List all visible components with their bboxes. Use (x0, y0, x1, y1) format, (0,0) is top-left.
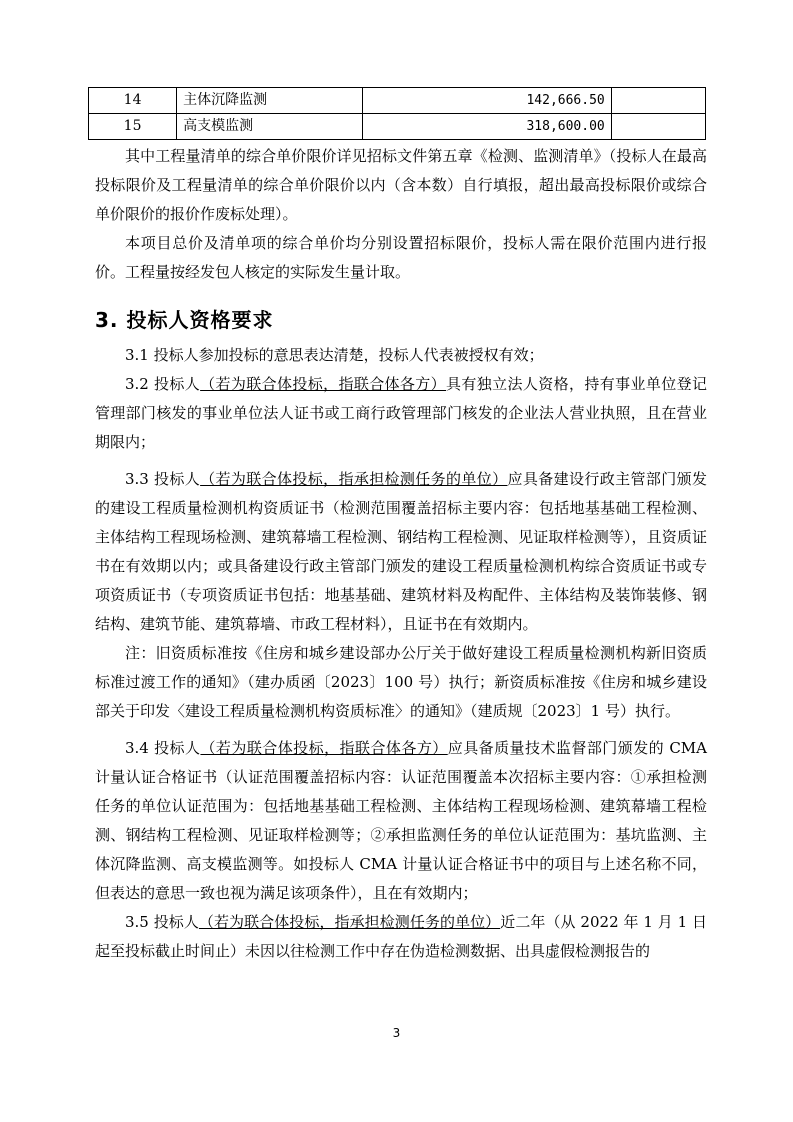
req-scope-underlined: （若为联合体投标，指承担检测任务的单位） (198, 913, 501, 931)
row-number: 14 (89, 88, 177, 114)
req-body: 近二年（从 2022 年 1 月 1 日起至投标截止时间止）未因以往检测工作中存在伪造检测数据、出具虚假检测报告的 (95, 913, 708, 960)
intro-text (95, 142, 707, 287)
requirement-3-2 (95, 370, 707, 457)
req-body: 应具备建设行政主管部门颁发的建设工程质量检测机构资质证书（检测范围覆盖招标主要内容：包括地基基础工程检测、主体结构工程现场检测、建筑幕墙工程检测、钢结构工程检测、见证取样检测等），且资质证书在有效期以内；或具备建设行政主管部门颁发的建设工程质量检测机构综合资质证书或专项资质证书（专项资质证书包括：地基基础、建筑材料及构配件、主体结构及装饰装修、钢结构、建筑节能、建筑幕墙、市政工程材料），且证书在有效期内。 (95, 470, 707, 633)
intro-paragraph-2: 本项目总价及清单项的综合单价均分别设置招标限价，投标人需在限价范围内进行报价。工程量按经发包人核定的实际发生量计取。 (95, 234, 707, 281)
item-amount: 142,666.50 (362, 88, 611, 114)
req-body: 具有独立法人资格，持有事业单位登记管理部门核发的事业单位法人证书或工商行政管理部门核发的企业法人营业执照，且在营业期限内； (95, 375, 707, 451)
requirement-3-1: 3.1 投标人参加投标的意思表达清楚，投标人代表被授权有效； (125, 346, 544, 364)
req-scope-underlined: （若为联合体投标，指联合体各方） (200, 375, 447, 393)
req-scope-underlined: （若为联合体投标，指联合体各方） (200, 739, 448, 757)
req-lead: 3.2 投标人 (125, 375, 201, 393)
requirement-3-4 (95, 734, 707, 908)
req-lead: 3.3 投标人 (125, 470, 201, 488)
qualification-note: 注：旧资质标准按《住房和城乡建设部办公厅关于做好建设工程质量检测机构新旧资质标准过渡工作的通知》（建办质函〔2023〕100 号）执行；新资质标准按《住房和城乡建设部关于印发〈建设工程质量检测机构资质标准〉的通知》（建质规〔2023〕1 号）执行。 (95, 644, 707, 720)
requirements-text (95, 341, 707, 966)
req-lead: 3.5 投标人 (125, 913, 199, 931)
requirement-3-5 (95, 908, 707, 966)
item-amount: 318,600.00 (362, 114, 611, 140)
page-number: 3 (392, 1026, 401, 1040)
req-scope-underlined: （若为联合体投标，指承担检测任务的单位） (200, 470, 508, 488)
section-heading: 3. 投标人资格要求 (95, 308, 274, 332)
item-note (611, 114, 705, 140)
cost-table (88, 87, 706, 140)
item-name: 高支模监测 (177, 114, 362, 140)
item-name: 主体沉降监测 (177, 88, 362, 114)
row-number: 15 (89, 114, 177, 140)
req-lead: 3.4 投标人 (125, 739, 201, 757)
item-note (611, 88, 705, 114)
requirement-3-3 (95, 465, 707, 639)
intro-paragraph-1: 其中工程量清单的综合单价限价详见招标文件第五章《检测、监测清单》（投标人在最高投标限价及工程量清单的综合单价限价以内（含本数）自行填报，超出最高投标限价或综合单价限价的报价作废标处理）。 (95, 147, 707, 223)
table-row (89, 114, 706, 140)
table-row (89, 88, 706, 114)
req-body: 应具备质量技术监督部门颁发的 CMA 计量认证合格证书（认证范围覆盖招标内容：认证范围覆盖本次招标主要内容：①承担检测任务的单位认证范围为：包括地基基础工程检测、主体结构工程现场检测、建筑幕墙工程检测、钢结构工程检测、见证取样检测等；②承担监测任务的单位认证范围为：基坑监测、主体沉降监测、高支模监测等。如投标人 CMA 计量认证合格证书中的项目与上述名称不同，但表达的意思一致也视为满足该项条件），且在有效期内； (95, 739, 707, 902)
